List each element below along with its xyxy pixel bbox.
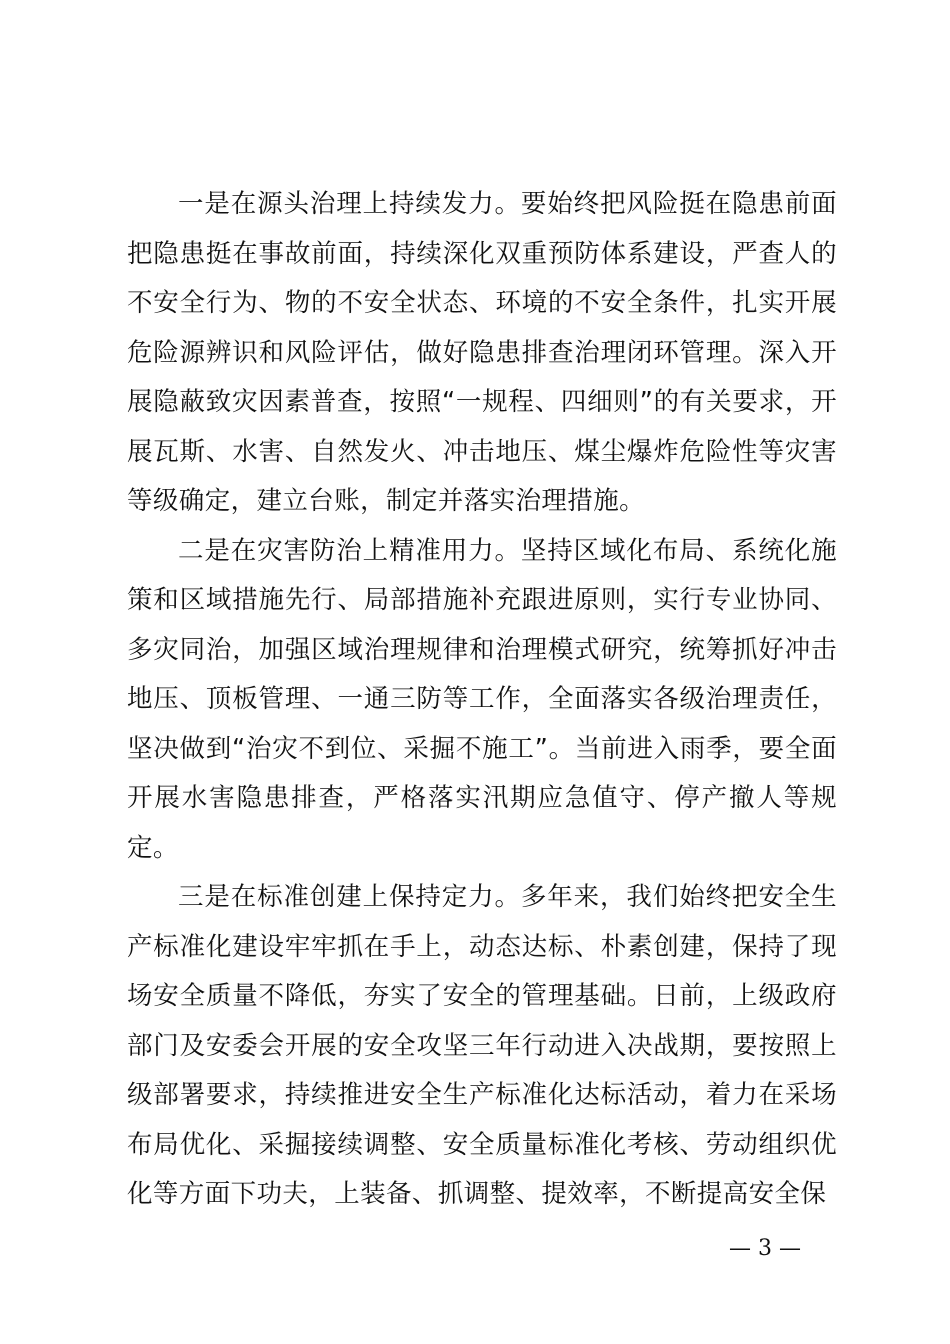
document-body	[127, 180, 837, 1220]
paragraph-disaster-prevention: 二是在灾害防治上精准用力。坚持区域化布局、系统化施策和区域措施先行、局部措施补充跟进原则，实行专业协同、多灾同治，加强区域治理规律和治理模式研究，统筹抓好冲击地压、顶板管理、一通三防等工作，全面落实各级治理责任，坚决做到“治灾不到位、采掘不施工”。当前进入雨季，要全面开展水害隐患排查，严格落实汛期应急值守、停产撤人等规定。	[127, 535, 837, 863]
paragraph-standardization: 三是在标准创建上保持定力。多年来，我们始终把安全生产标准化建设牢牢抓在手上，动态达标、朴素创建，保持了现场安全质量不降低，夯实了安全的管理基础。日前，上级政府部门及安委会开展的安全攻坚三年行动进入决战期，要按照上级部署要求，持续推进安全生产标准化达标活动，着力在采场布局优化、采掘接续调整、安全质量标准化考核、劳动组织优化等方面下功夫，上装备、抓调整、提效率，不断提高安全保	[127, 882, 837, 1209]
paragraph-source-governance: 一是在源头治理上持续发力。要始终把风险挺在隐患前面把隐患挺在事故前面，持续深化双重预防体系建设，严查人的不安全行为、物的不安全状态、环境的不安全条件，扎实开展危险源辨识和风险评估，做好隐患排查治理闭环管理。深入开展隐蔽致灾因素普查，按照“一规程、四细则”的有关要求，开展瓦斯、水害、自然发火、冲击地压、煤尘爆炸危险性等灾害等级确定，建立台账，制定并落实治理措施。	[127, 189, 837, 516]
page-number: — 3 —	[729, 1236, 801, 1261]
